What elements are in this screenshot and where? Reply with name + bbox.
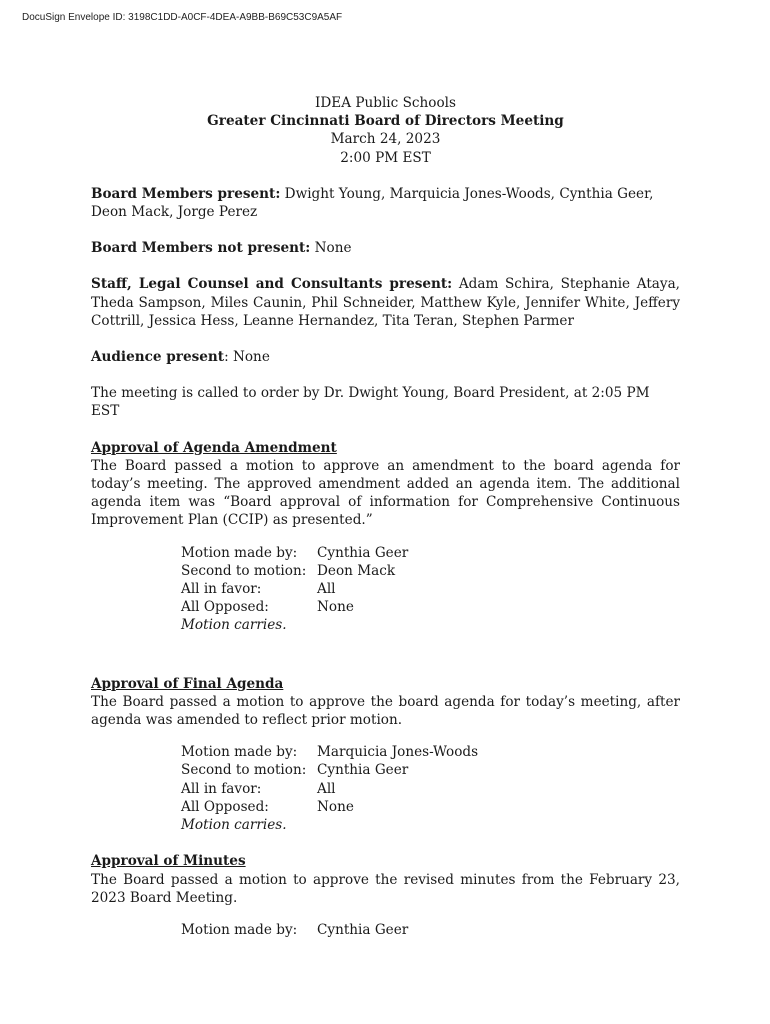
section-minutes	[91, 852, 680, 939]
motion-row	[181, 598, 680, 616]
motion-row	[181, 544, 680, 562]
motion-key: Motion made by:	[181, 544, 298, 561]
motion-value: Deon Mack	[317, 562, 396, 579]
motion-value: All	[317, 780, 336, 797]
staff-present	[91, 275, 680, 330]
section-final-agenda	[91, 675, 680, 835]
motion-key: All Opposed:	[181, 599, 269, 616]
section-agenda-amendment	[91, 439, 680, 635]
motion-value: Cynthia Geer	[317, 544, 409, 561]
motion-carries: Motion carries.	[181, 617, 287, 634]
board-not-present-label: Board Members not present:	[91, 240, 311, 257]
minutes-document	[91, 94, 680, 939]
motion-key: Second to motion:	[181, 562, 307, 579]
section-body: The Board passed a motion to approve the revised minutes from the February 23, 2023 Board Meeting.	[91, 871, 680, 906]
motion-row	[181, 580, 680, 598]
audience-present-value: : None	[224, 349, 270, 366]
board-present-names: Dwight Young, Marquicia Jones-Woods, Cynthia Geer, Deon Mack, Jorge Perez	[91, 185, 654, 221]
motion-row	[181, 798, 680, 816]
motion-value: Cynthia Geer	[317, 921, 409, 938]
motion-row	[181, 921, 680, 939]
motion-value: Cynthia Geer	[317, 762, 409, 779]
motion-row	[181, 761, 680, 779]
staff-present-names: Adam Schira, Stephanie Ataya, Theda Sampson, Miles Caunin, Phil Schneider, Matthew Kyle, Jennifer White, Jeffery Cottrill, Jessica Hess, Leanne Hernandez, Tita Teran, Stephen Parmer	[91, 276, 680, 329]
motion-carries: Motion carries.	[181, 817, 287, 834]
motion-row	[181, 562, 680, 580]
board-present-label: Board Members present:	[91, 185, 281, 202]
motion-value: None	[317, 798, 354, 815]
document-header	[91, 94, 680, 167]
meeting-date: March 24, 2023	[330, 131, 441, 148]
section-title: Approval of Minutes	[91, 853, 246, 870]
motion-key: Motion made by:	[181, 921, 298, 938]
org-name: IDEA Public Schools	[315, 95, 456, 111]
motion-value: Marquicia Jones-Woods	[317, 744, 479, 761]
call-to-order: The meeting is called to order by Dr. Dwight Young, Board President, at 2:05 PM EST	[91, 385, 650, 420]
motion-value: All	[317, 581, 336, 598]
motion-table	[181, 544, 680, 635]
motion-value: None	[317, 599, 354, 616]
audience-present	[91, 348, 680, 366]
motion-table	[181, 743, 680, 834]
docusign-envelope-id: DocuSign Envelope ID: 3198C1DD-A0CF-4DEA-A9BB-B69C53C9A5AF	[22, 12, 343, 23]
motion-key: All in favor:	[181, 581, 262, 598]
meeting-time: 2:00 PM EST	[340, 149, 431, 166]
motion-row	[181, 743, 680, 761]
section-body: The Board passed a motion to approve the board agenda for today’s meeting, after agenda was amended to reflect prior motion.	[91, 693, 680, 729]
motion-key: All Opposed:	[181, 798, 269, 815]
meeting-title: Greater Cincinnati Board of Directors Meeting	[207, 113, 564, 130]
section-title: Approval of Agenda Amendment	[91, 439, 337, 456]
section-body: The Board passed a motion to approve an amendment to the board agenda for today’s meeting. The approved amendment added an agenda item. The additional agenda item was “Board approval of information for Comprehensive Continuous Improvement Plan (CCIP) as presented.”	[91, 457, 680, 529]
audience-present-label: Audience present	[91, 349, 225, 366]
motion-row	[181, 780, 680, 798]
motion-key: All in favor:	[181, 780, 262, 797]
board-not-present-names: None	[310, 240, 352, 257]
staff-present-label: Staff, Legal Counsel and Consultants present:	[91, 276, 453, 293]
motion-table	[181, 921, 680, 939]
motion-key: Second to motion:	[181, 762, 307, 779]
board-present	[91, 185, 680, 221]
board-not-present	[91, 239, 680, 257]
section-title: Approval of Final Agenda	[91, 675, 284, 692]
motion-key: Motion made by:	[181, 744, 298, 761]
